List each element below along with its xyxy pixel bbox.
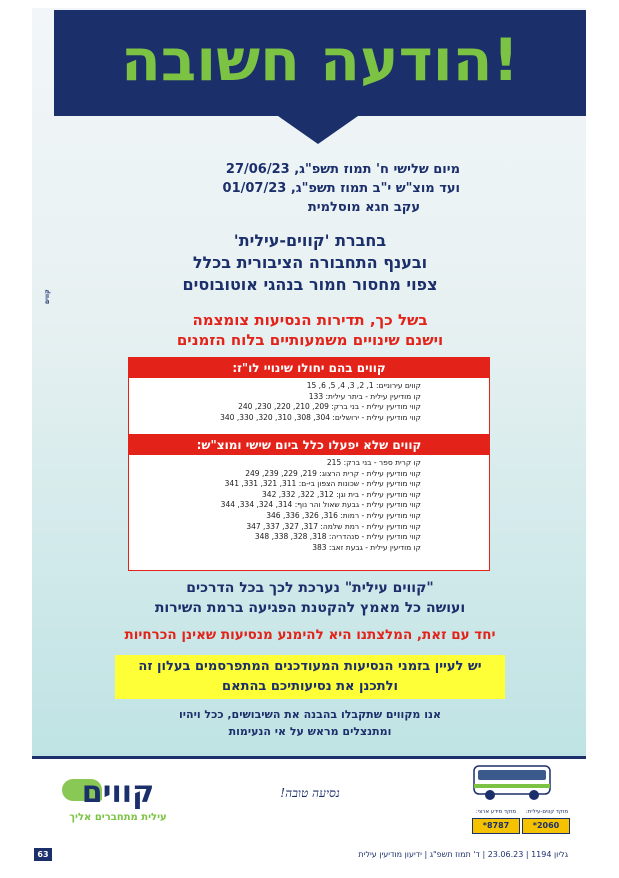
schedule-change-heading: קווים בהם יחולו שינויי לו"ז: — [129, 358, 489, 378]
closing-block — [40, 706, 580, 740]
schedule-change-list — [129, 378, 429, 423]
footer-text: גליון 1194 | 23.06.23 | ד' תמוז תשפ"ג | ידיעון מודיעין עילית — [358, 850, 568, 859]
timetable-notice — [115, 655, 505, 699]
intro-block — [150, 160, 460, 217]
list-item: קו מודיעין עילית - ביתר עילית: 133 — [308, 391, 421, 401]
company-block — [40, 230, 580, 296]
notice-line-2: ולתכנן את נסיעותיכם בהתאם — [222, 679, 398, 694]
list-item: קווים עירוניים: 1, 2, 3, 4, 5, 6, 15 — [306, 381, 421, 390]
list-item: קווי מודיעין עילית - שכונות הצפון בי-ם: 311, 321, 331, 341 — [224, 479, 421, 489]
schedule-change-box — [128, 357, 490, 435]
no-service-box — [128, 434, 490, 571]
banner-title: הודעה חשובה! — [121, 26, 519, 94]
company-logo — [56, 773, 180, 829]
list-item: קו מודיעין עילית - גבעת זאב: 383 — [312, 542, 421, 552]
closing-line-2: ומתנצלים מראש על אי הנעימות — [228, 725, 392, 738]
logo-wordmark: קווים — [81, 775, 155, 810]
list-item: קווי מודיעין עילית - רמת שלמה: 317, 327, 337, 347 — [246, 521, 421, 531]
no-service-list — [129, 455, 429, 553]
national-info-caption: מוקד מידע ארצי: — [475, 809, 517, 815]
list-item: קווי מודיעין עילית - קרית הרצוג: 219, 229, 239, 249 — [245, 468, 421, 478]
recommend-line: יחד עם זאת, המלצתנו היא להימנע מנסיעות שאינן הכרחיות — [124, 627, 496, 643]
banner-pointer — [278, 116, 358, 144]
side-logo: קווים — [44, 289, 51, 305]
list-item: קווי מודיעין עילית - רמות: 316, 326, 336, 346 — [266, 510, 421, 520]
effort-block — [40, 578, 580, 618]
list-item: קו קרית ספר - בני ברק: 215 — [326, 458, 421, 467]
list-item: קווי מודיעין עילית - בית וגן: 312, 322, 332, 342 — [262, 489, 421, 499]
company-line-1: בחברת 'קווים-עילית' — [233, 231, 387, 250]
bottom-divider — [32, 756, 586, 759]
warning-line-2: וישנם שינויים משמעותיים בלוח הזמנים — [176, 331, 444, 349]
bus-icon — [472, 762, 552, 802]
no-service-heading: קווים שלא יפעלו כלל ביום שישי ומוצ"ש: — [129, 435, 489, 455]
page-number: 63 — [34, 848, 52, 861]
notice-line-1: יש לעיין בזמני הנסיעות המעודכנים המתפרסמים בעלון זה — [138, 659, 482, 674]
phone-contacts — [472, 808, 572, 836]
warning-block — [40, 310, 580, 350]
kavim-info-number: *2060 — [522, 818, 570, 834]
company-line-2: ובענף התחבורה הציבורית בכלל — [192, 253, 428, 272]
logo-tagline: עילית מתחברים אליך — [69, 812, 167, 823]
closing-line-1: אנו מקווים שתקבלו בהבנה את השיבושים, ככל ויהיו — [179, 708, 441, 721]
good-trip-signature: נסיעה טובה! — [280, 786, 340, 800]
effort-line-1: "קווים עילית" נערכת לכך בכל הדרכים — [186, 580, 434, 596]
intro-line-3: עקב חגא מוסלמית — [307, 200, 420, 215]
effort-line-2: ועושה כל מאמץ להקטנת הפגיעה ברמת השירות — [154, 600, 466, 616]
list-item: קווי מודיעין עילית - סנהדריה: 318, 328, 338, 348 — [254, 532, 421, 542]
list-item: קווי מודיעין עילית - ירושלים: 304, 308, 310, 320, 330, 340 — [220, 412, 421, 422]
warning-line-1: בשל כך, תדירות הנסיעות צומצמה — [192, 311, 428, 329]
intro-line-1: מיום שלישי ח' תמוז תשפ"ג, 27/06/23 — [225, 162, 460, 177]
list-item: קווי מודיעין עילית - גבעת שאול והר נוף: 314, 324, 334, 344 — [220, 500, 421, 510]
list-item: קווי מודיעין עילית - בני ברק: 209, 210, 220, 230, 240 — [238, 402, 421, 411]
intro-line-2: ועד מוצ"ש י"ב תמוז תשפ"ג, 01/07/23 — [222, 181, 460, 196]
company-line-3: צפוי מחסור חמור בנהגי אוטובוסים — [182, 275, 438, 294]
kavim-info-caption: מוקד קווים-עילית: — [525, 809, 569, 815]
national-info-number: *8787 — [472, 818, 520, 834]
